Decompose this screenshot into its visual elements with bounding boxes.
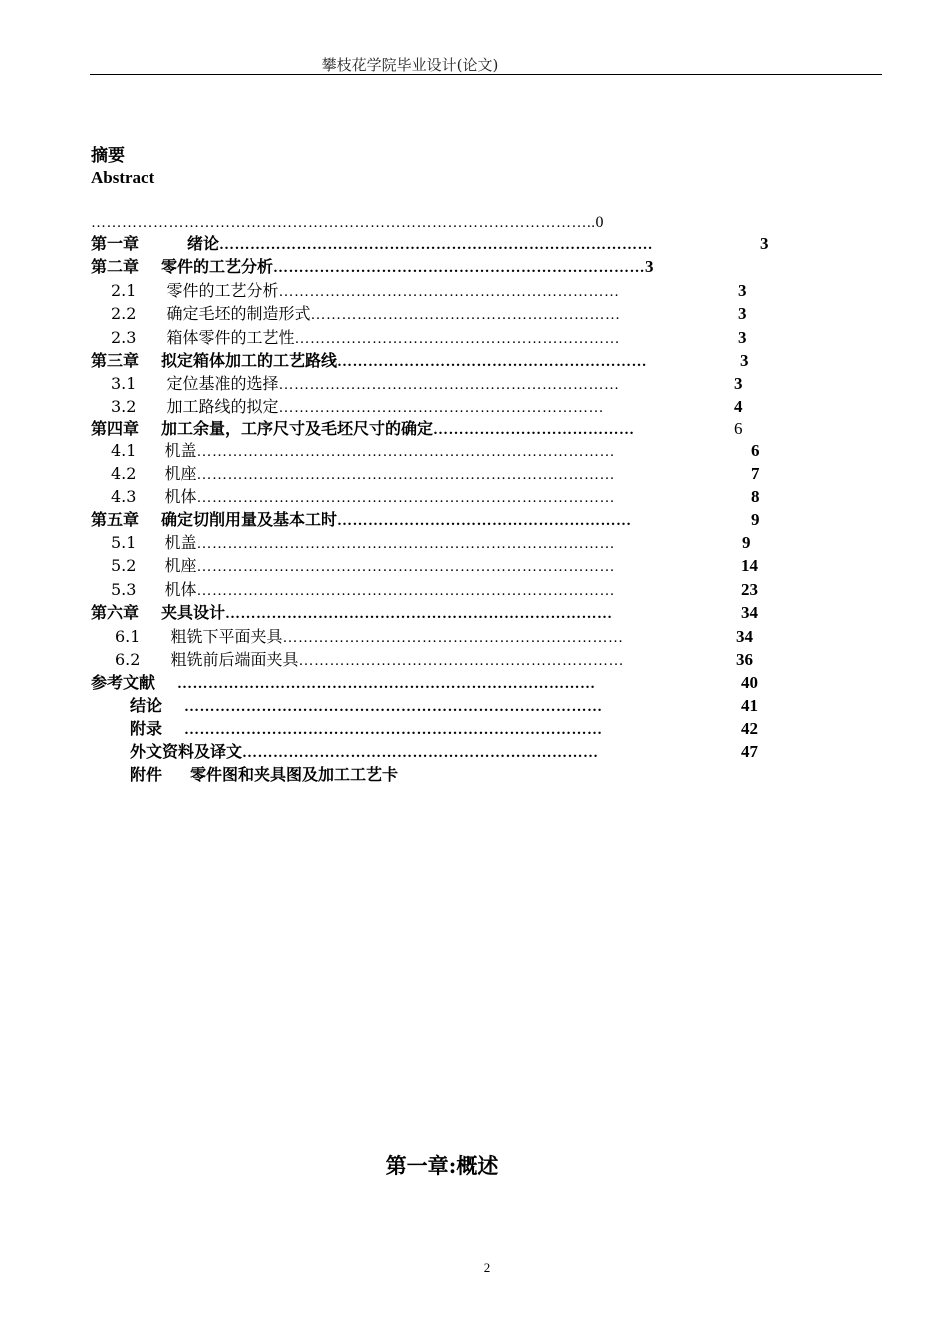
toc-page-number: 36	[736, 650, 753, 669]
toc-page-number: 9	[742, 533, 751, 552]
toc-leader-dots: ………………………………………………………	[278, 400, 604, 416]
toc-entry-title: 机体	[164, 487, 197, 506]
toc-entry-number: 4.3	[111, 487, 137, 506]
toc-entry-title: 粗铣前后端面夹具	[170, 650, 299, 669]
toc-leader-dots: ………………………………………………………………………	[196, 444, 615, 460]
toc-page-number: 3	[738, 304, 747, 323]
toc-entry-number: 5.2	[111, 556, 137, 575]
toc-entry-title: 加工路线的拟定	[166, 397, 279, 416]
toc-entry-number: 第二章	[91, 257, 140, 276]
toc-entry[interactable]	[115, 627, 623, 648]
toc-entry-title: 机盖	[164, 441, 197, 460]
toc-leader-dots: …………………………………………………	[337, 513, 632, 529]
toc-entry-number: 参考文献	[91, 673, 156, 692]
toc-entry[interactable]	[111, 397, 604, 418]
toc-leader-dots: ………………………………………………………………	[273, 260, 646, 276]
toc-entry[interactable]	[91, 510, 632, 531]
toc-leader-dots: ………………………………………………………	[298, 653, 624, 669]
toc-page-number: 7	[751, 464, 760, 483]
toc-lead-page: 0	[595, 214, 604, 231]
toc-entry-number: 3.2	[111, 397, 137, 416]
toc-page-number: 40	[741, 673, 758, 692]
toc-page-number: 6	[734, 419, 743, 438]
toc-page-number: 14	[741, 556, 758, 575]
toc-leader-dots: …………………………………………………………	[278, 377, 620, 393]
toc-page-number: 3	[645, 257, 654, 276]
toc-leader-dots: …………………………………………………………………………	[219, 237, 654, 253]
toc-entry-number: 2.2	[111, 304, 137, 323]
toc-entry-title: 零件图和夹具图及加工工艺卡	[190, 765, 399, 784]
toc-page-number: 42	[741, 719, 758, 738]
toc-entry[interactable]	[111, 281, 619, 302]
toc-entry[interactable]	[91, 419, 635, 440]
toc-entry-title: 定位基准的选择	[166, 374, 279, 393]
toc-leader-dots: ………………………………………………………………………	[196, 536, 615, 552]
toc-entry-number: 4.1	[111, 441, 137, 460]
toc-leader-dots: ………………………………………………………	[294, 331, 620, 347]
toc-entry[interactable]	[91, 673, 596, 694]
toc-entry-title: 机座	[164, 464, 197, 483]
toc-entry-number: 附录	[130, 719, 163, 738]
toc-page-number: 3	[738, 328, 747, 347]
running-header: 攀枝花学院毕业设计(论文)	[321, 56, 499, 74]
abstract-cn-heading: 摘要	[91, 146, 125, 166]
toc-page-number: 3	[740, 351, 749, 370]
abstract-en-heading: Abstract	[91, 168, 155, 187]
toc-entry-number: 结论	[130, 696, 163, 715]
toc-entry-title: 零件的工艺分析	[166, 281, 279, 300]
toc-entry-number: 5.1	[111, 533, 137, 552]
toc-page-number: 4	[734, 397, 743, 416]
toc-entry-number: 6.2	[115, 650, 141, 669]
toc-leader-dots: ………………………………………………………………………	[184, 722, 603, 738]
toc-entry-title: 零件的工艺分析	[161, 257, 274, 276]
toc-leader-dots: ………………………………………………………………………	[196, 490, 615, 506]
toc-entry[interactable]	[111, 441, 615, 462]
toc-entry-title: 粗铣下平面夹具	[170, 627, 283, 646]
toc-page-number: 3	[738, 281, 747, 300]
toc-leader-dots: ……………………………………………………	[337, 354, 648, 370]
toc-page-number: 41	[741, 696, 758, 715]
toc-entry[interactable]	[111, 374, 619, 395]
toc-leader-dots: …………………………………………………………	[278, 284, 620, 300]
toc-leader-dots: …………………………………	[433, 422, 635, 438]
toc-page-number: 47	[741, 742, 758, 761]
toc-page-number: 34	[736, 627, 753, 646]
toc-entry-title: 机座	[164, 556, 197, 575]
toc-entry-number: 5.3	[111, 580, 137, 599]
toc-entry-title: 确定切削用量及基本工时	[161, 510, 338, 529]
toc-entry[interactable]	[91, 351, 647, 372]
toc-entry-number: 2.1	[111, 281, 137, 300]
toc-entry-number: 第三章	[91, 351, 140, 370]
toc-page-number: 3	[760, 234, 769, 253]
toc-entry[interactable]	[130, 696, 603, 717]
toc-entry-title: 机体	[164, 580, 197, 599]
toc-leader-dots: ………………………………………………………………………	[196, 583, 615, 599]
toc-entry[interactable]	[115, 650, 624, 671]
toc-entry[interactable]	[91, 257, 654, 278]
toc-entry-number: 附件	[130, 765, 163, 784]
toc-entry-number: 2.3	[111, 328, 137, 347]
toc-leader-dots: ………………………………………………………………………	[184, 699, 603, 715]
toc-entry-title: 机盖	[164, 533, 197, 552]
toc-entry-title: 确定毛坯的制造形式	[166, 304, 311, 323]
toc-leader-dots: ……………………………………………………………	[242, 745, 599, 761]
toc-page-number: 23	[741, 580, 758, 599]
toc-entry-title: 加工余量，工序尺寸及毛坯尺寸的确定	[161, 419, 434, 438]
toc-leader-dots: …………………………………………………………………	[225, 606, 613, 622]
toc-page-number: 8	[751, 487, 760, 506]
toc-entry[interactable]	[130, 719, 603, 740]
toc-entry-title: 拟定箱体加工的工艺路线	[161, 351, 338, 370]
toc-page-number: 9	[751, 510, 760, 529]
toc-entry-number: 第四章	[91, 419, 140, 438]
toc-entry-number: 第五章	[91, 510, 140, 529]
toc-entry[interactable]	[130, 742, 599, 763]
toc-leader-dots: ………………………………………………………………………	[196, 467, 615, 483]
toc-entry-number: 第六章	[91, 603, 140, 622]
toc-leader-dots: ………………………………………………………………………	[196, 559, 615, 575]
toc-page-number: 6	[751, 441, 760, 460]
toc-lead-row	[91, 212, 604, 233]
chapter-heading: 第一章:概述	[385, 1153, 499, 1178]
toc-leader-dots: …………………………………………………………	[282, 630, 624, 646]
toc-entry-number: 外文资料及译文	[130, 742, 243, 761]
toc-entry[interactable]	[111, 304, 620, 325]
toc-page-number: 3	[734, 374, 743, 393]
toc-entry[interactable]	[111, 533, 615, 554]
toc-entry-number: 3.1	[111, 374, 137, 393]
toc-entry-title: 绪论	[187, 234, 220, 253]
toc-page-number: 34	[741, 603, 758, 622]
toc-entry[interactable]	[111, 328, 620, 349]
toc-entry[interactable]	[111, 556, 615, 577]
toc-entry-number: 第一章	[91, 234, 140, 253]
toc-entry[interactable]	[91, 234, 653, 255]
footer-page-number: 2	[483, 1260, 491, 1275]
toc-entry[interactable]	[111, 464, 615, 485]
toc-lead-dots: ……………………………………………………………………………………..	[91, 215, 596, 231]
header-rule	[90, 74, 882, 75]
toc-entry[interactable]	[91, 603, 613, 624]
toc-entry-title: 箱体零件的工艺性	[166, 328, 295, 347]
toc-entry[interactable]	[111, 580, 615, 601]
toc-leader-dots: ………………………………………………………………………	[177, 676, 596, 692]
toc-entry[interactable]	[111, 487, 615, 508]
toc-entry[interactable]	[130, 765, 398, 785]
toc-entry-title: 夹具设计	[161, 603, 226, 622]
toc-leader-dots: ……………………………………………………	[310, 307, 621, 323]
toc-entry-number: 4.2	[111, 464, 137, 483]
toc-entry-number: 6.1	[115, 627, 141, 646]
